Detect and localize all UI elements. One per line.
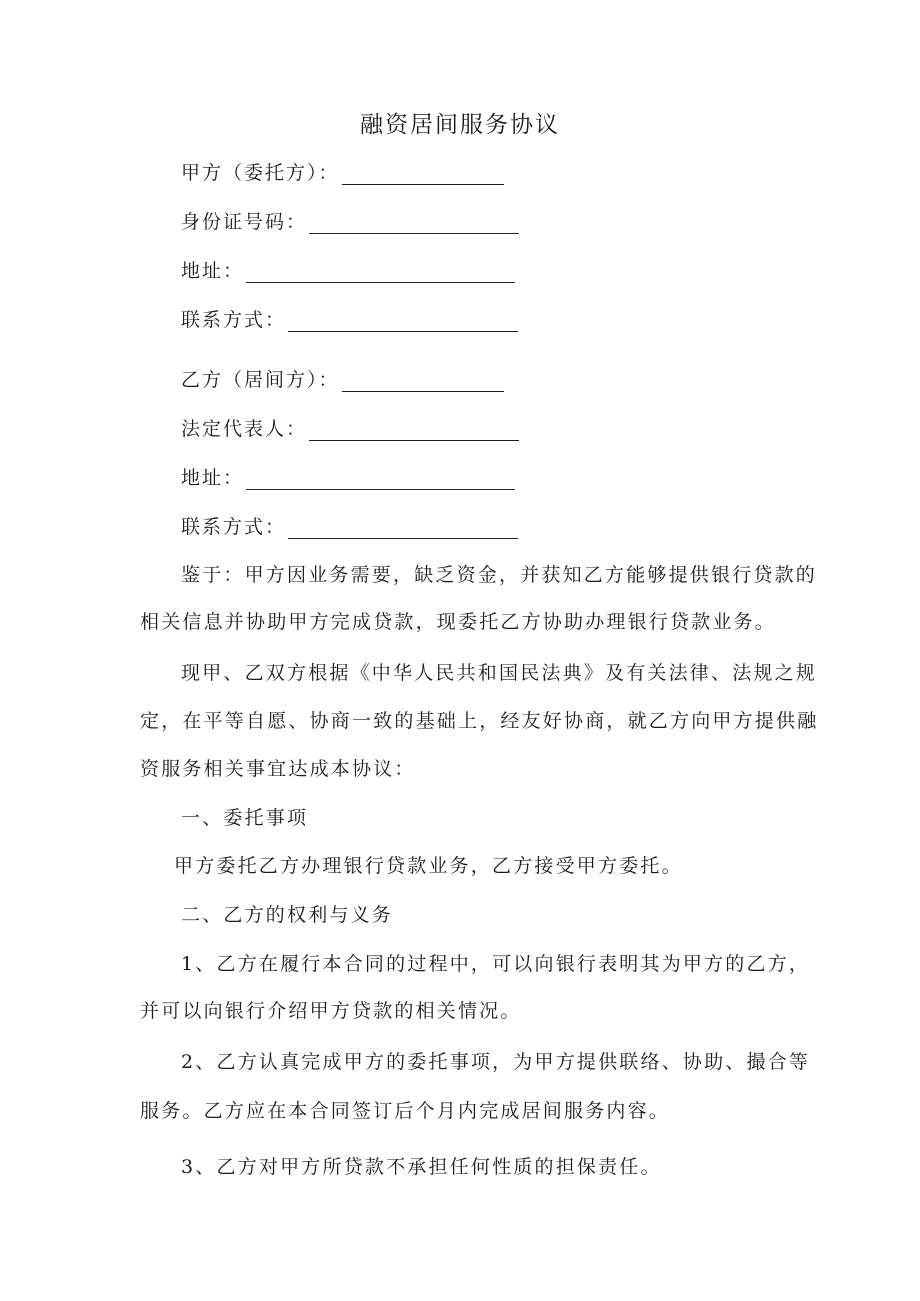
party-b-address-blank [246,471,515,490]
party-a-contact-label: 联系方式： [181,309,287,331]
basis-line-3: 资服务相关事宜达成本协议： [140,758,416,780]
party-b-contact-field [181,512,518,539]
section-1-heading: 一、委托事项 [181,807,309,829]
section-2-heading: 二、乙方的权利与义务 [181,904,394,926]
party-b-contact-label: 联系方式： [181,516,287,538]
clause-1-line-2: 并可以向银行介绍甲方贷款的相关情况。 [140,1000,522,1022]
party-a-label: 甲方（委托方）： [181,162,340,184]
document-title: 融资居间服务协议 [360,112,560,138]
party-a-field [181,158,504,185]
party-a-address-blank [246,264,515,283]
id-number-label: 身份证号码： [181,211,308,233]
party-b-address-label: 地址： [181,467,245,489]
basis-line-2: 定，在平等自愿、协商一致的基础上，经友好协商，就乙方向甲方提供融 [140,710,819,732]
party-a-address-field [181,256,515,283]
legal-rep-field [181,414,519,441]
party-a-contact-blank [288,313,518,332]
clause-2-line-2: 服务。乙方应在本合同签订后个月内完成居间服务内容。 [140,1100,671,1122]
clause-1-line-1: 1、乙方在履行本合同的过程中，可以向银行表明其为甲方的乙方， [181,953,811,975]
party-a-blank [342,166,504,185]
party-b-contact-blank [288,520,518,539]
id-number-blank [309,215,519,234]
party-b-blank [342,373,504,392]
basis-line-1: 现甲、乙双方根据《中华人民共和国民法典》及有关法律、法规之规 [181,662,818,684]
party-b-label: 乙方（居间方）： [181,369,340,391]
id-number-field [181,207,519,234]
party-a-address-label: 地址： [181,260,245,282]
whereas-line-2: 相关信息并协助甲方完成贷款，现委托乙方协助办理银行贷款业务。 [140,611,777,633]
party-b-address-field [181,463,515,490]
legal-rep-label: 法定代表人： [181,418,308,440]
legal-rep-blank [309,422,519,441]
section-1-text: 甲方委托乙方办理银行贷款业务，乙方接受甲方委托。 [174,855,683,877]
clause-2-line-1: 2、乙方认真完成甲方的委托事项，为甲方提供联络、协助、撮合等 [181,1051,811,1073]
whereas-line-1: 鉴于：甲方因业务需要，缺乏资金，并获知乙方能够提供银行贷款的 [181,564,818,586]
party-b-field [181,365,504,392]
clause-3: 3、乙方对甲方所贷款不承担任何性质的担保责任。 [181,1156,662,1178]
party-a-contact-field [181,305,518,332]
